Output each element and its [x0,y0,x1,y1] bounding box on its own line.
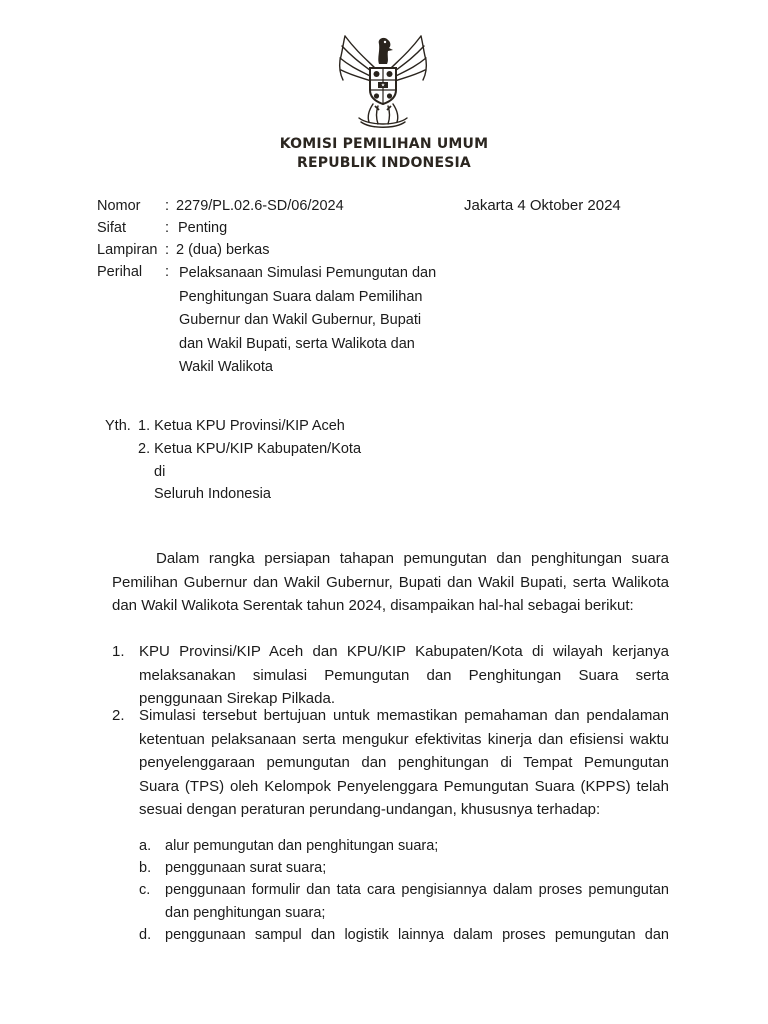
lampiran-label: Lampiran [97,242,158,258]
sublist-text: penggunaan sampul dan logistik lainnya dalam proses pemungutan dan [165,927,669,943]
sublist-text: penggunaan formulir dan tata cara pengisiannya dalam proses pemungutan dan penghitungan suara; [165,882,669,921]
nomor-colon: : [165,198,170,214]
org-name-line2: REPUBLIK INDONESIA [297,155,471,171]
sublist-label: d. [139,927,152,943]
org-name-line1: KOMISI PEMILIHAN UMUM [279,136,489,152]
letter-date: Jakarta 4 Oktober 2024 [464,197,621,214]
list-item-number: 1. [112,643,125,660]
sifat-label: Sifat [97,220,127,236]
perihal-label: Perihal [97,264,143,280]
list-item-text: Simulasi tersebut bertujuan untuk memastikan pemahaman dan pendalaman ketentuan pelaksanaan serta mengukur efektivitas kinerja dan efisiensi waktu penyelenggaraan pemungutan dan penghitungan di Tempat Pemungutan Suara (TPS) oleh Kelompok Penyelenggara Pemungutan Suara (KPPS) telah sesuai dengan peraturan perundang-undangan, khususnya terhadap: [139,707,669,818]
lampiran-value: 2 (dua) berkas [176,242,270,258]
recipient-2: 2. Ketua KPU/KIP Kabupaten/Kota [138,441,362,457]
list-item-number: 2. [112,707,125,724]
yth-label: Yth. [105,418,131,434]
intro-paragraph: Dalam rangka persiapan tahapan pemungutan dan penghitungan suara Pemilihan Gubernur dan Wakil Gubernur, Bupati dan Wakil Bupati, serta Walikota dan Wakil Walikota Serentak tahun 2024, disampaikan hal-hal sebagai berikut: [112,550,669,614]
perihal-value: Pelaksanaan Simulasi Pemungutan dan Penghitungan Suara dalam Pemilihan Gubernur dan Wakil Gubernur, Bupati dan Wakil Bupati, serta Walikota dan Wakil Walikota [179,265,437,375]
sublist-text: alur pemungutan dan penghitungan suara; [165,838,439,854]
lampiran-colon: : [165,242,170,258]
recipient-1: 1. Ketua KPU Provinsi/KIP Aceh [138,418,345,434]
addressee-di: di [154,464,166,480]
sublist-label: a. [139,838,152,854]
sublist-label: b. [139,860,152,876]
nomor-label: Nomor [97,198,141,214]
sublist-text: penggunaan surat suara; [165,860,327,876]
nomor-value: 2279/PL.02.6-SD/06/2024 [176,198,344,214]
garuda-emblem-icon [333,30,433,130]
sublist-label: c. [139,882,151,898]
perihal-colon: : [165,264,170,280]
sifat-colon: : [165,220,170,236]
list-item-text: KPU Provinsi/KIP Aceh dan KPU/KIP Kabupaten/Kota di wilayah kerjanya melaksanakan simulasi Pemungutan dan Penghitungan Suara serta penggunaan Sirekap Pilkada. [139,643,669,707]
addressee-location: Seluruh Indonesia [154,486,271,502]
sifat-value: Penting [178,220,228,236]
